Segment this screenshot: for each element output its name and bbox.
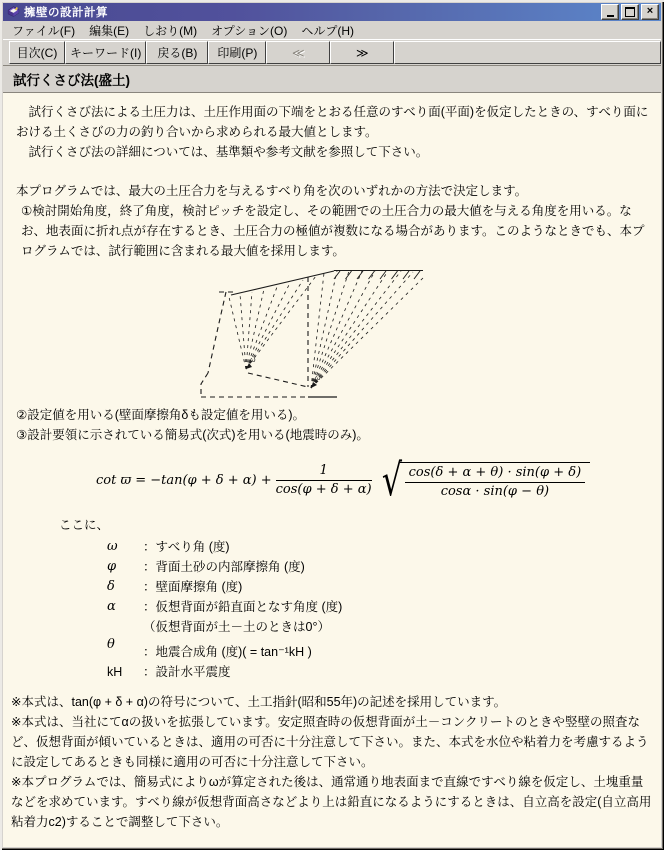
paragraph-intro-2: 試行くさび法の詳細については、基準類や参考文献を参照して下さい。 [16, 145, 429, 159]
window-title: 擁壁の設計計算 [24, 7, 108, 19]
svg-text:ω: ω [315, 375, 321, 382]
paragraph-method-2: ②設定値を用いる(壁面摩擦角δも設定値を用いる)。 [16, 408, 305, 422]
equation-lhs: cot ϖ = −tan(φ + δ + α) + [96, 472, 272, 488]
notes-section [11, 692, 653, 832]
definition-omega: ω ：すべり角 (度) [107, 538, 230, 554]
paragraph-method-1: ①検討開始角度，終了角度，検討ピッチを設定し、その範囲での土圧合力の最大値を与える角度を用いる。なお、地表面に折れ点が存在するとき、土圧合力の極値が複数になる場合があります。このようなときでも、本プログラムでは、試行範囲に含まれる最大値を採用します。 [21, 204, 645, 258]
svg-text:ω: ω [250, 357, 256, 364]
equation-fraction-numerator: 1 [276, 463, 372, 481]
equation-fraction-denominator: cos(φ + δ + α) [275, 482, 372, 498]
paragraph-method-3: ③設計要領に示されている簡易式(次式)を用いる(地震時のみ)。 [16, 428, 369, 442]
paragraph-method-intro: 本プログラムでは、最大の土圧合力を与えるすべり角を次のいずれかの方法で決定します。 [16, 184, 528, 198]
trial-wedge-diagram [136, 265, 653, 403]
back-button[interactable]: 戻る(B) [146, 41, 208, 64]
maximize-icon [625, 7, 635, 17]
minimize-button[interactable] [601, 4, 619, 20]
menu-edit[interactable]: 編集(E) [89, 23, 130, 38]
note-1: ※本式は、tan(φ + δ + α)の符号について、土工指針(昭和55年)の記述を採用しています。 [11, 694, 507, 709]
next-topic-button[interactable]: ≫ [330, 41, 394, 64]
definition-alpha-note: （仮想背面が土－土のときは0°） [143, 619, 330, 634]
topic-frame [3, 66, 661, 847]
topic-title: 試行くさび法(盛土) [3, 66, 661, 93]
toolbar-filler [394, 41, 661, 64]
topic-content [3, 93, 661, 847]
menu-bookmark[interactable]: しおり(M) [143, 23, 198, 38]
note-3: ※本プログラムでは、簡易式によりωが算定された後は、通常通り地表面まで直線ですべり線を仮定し、土塊重量などを求めています。すべり線が仮想背面高さなどより上は鉛直になるようにするときは、自立高を設定(自立高用粘着力c2)することで調整して下さい。 [11, 774, 652, 829]
equation-radical-numerator: cos(δ + α + θ) · sin(φ + δ) [405, 465, 586, 483]
paragraph-intro-1: 試行くさび法による土圧力は、土圧作用面の下端をとおる任意のすべり面(平面)を仮定したときの、すべり面における土くさびの力の釣り合いから求められる最大値とします。 [16, 105, 649, 139]
close-icon: × [646, 5, 654, 17]
maximize-button[interactable] [621, 4, 639, 20]
title-bar [3, 3, 661, 21]
equation-radical-denominator: cosα · sin(φ − θ) [440, 483, 550, 499]
previous-topic-button[interactable]: ≪ [266, 41, 330, 64]
equation-radical [378, 455, 591, 506]
where-label: ここに、 [59, 517, 110, 532]
square-root-icon: √ [381, 455, 402, 506]
definition-alpha: α ：仮想背面が鉛直面となす角度 (度) [107, 598, 343, 614]
definition-kh: kH ：設計水平震度 [107, 664, 231, 679]
definition-delta: δ ：壁面摩擦角 (度) [107, 578, 243, 594]
print-button[interactable]: 印刷(P) [208, 41, 266, 64]
symbol-definitions [107, 537, 653, 682]
close-button[interactable] [641, 4, 659, 20]
menu-options[interactable]: オプション(O) [211, 23, 288, 38]
note-2: ※本式は、当社にてαの扱いを拡張しています。安定照査時の仮想背面が土－コンクリートのときや竪壁の照査など、仮想背面が傾いているときは、適用の可否に十分注意して下さい。また、本式を水位や粘着力を考慮するように設定してあるときも同様に適用の可否に十分注意して下さい。 [11, 714, 649, 769]
keyword-button[interactable]: キーワード(I) [65, 41, 146, 64]
definition-theta: θ ：地震合成角 (度)( = tan⁻¹kH ) [107, 636, 312, 659]
toolbar [3, 39, 661, 66]
menu-file[interactable]: ファイル(F) [12, 23, 76, 38]
minimize-icon [607, 15, 614, 17]
equation-fraction [276, 463, 372, 499]
menu-help[interactable]: ヘルプ(H) [301, 23, 355, 38]
help-book-icon [6, 5, 21, 19]
definition-phi: φ ：背面土砂の内部摩擦角 (度) [107, 558, 305, 574]
simplified-equation [96, 455, 653, 506]
contents-button[interactable]: 目次(C) [9, 41, 65, 64]
menu-bar [3, 21, 661, 39]
